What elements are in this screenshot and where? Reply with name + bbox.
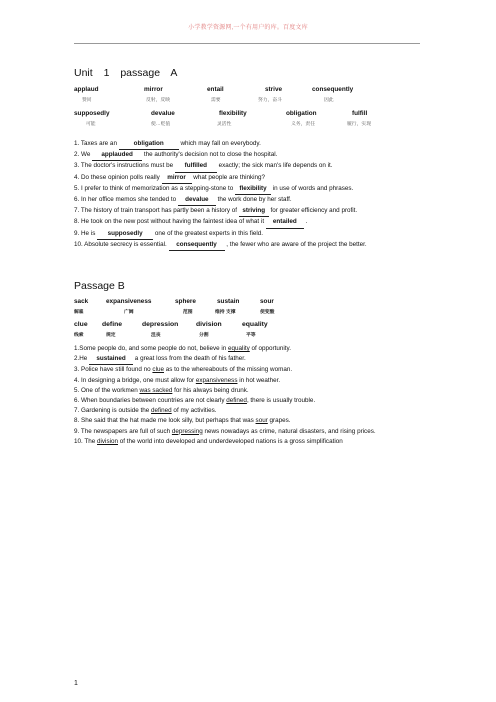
vocab-row-2 — [74, 110, 420, 117]
vocab-meaning: 赞同 — [82, 98, 92, 103]
passage-b-title: Passage B — [74, 280, 125, 293]
vocab-word: obligation — [286, 110, 317, 117]
vocab-word: expansiveness — [106, 298, 152, 306]
sentence: 2.He sustained a great loss from the death of his father. — [74, 354, 420, 365]
vocab-meaning: 可能 — [86, 122, 96, 127]
vocab-word: strive — [265, 86, 283, 93]
passage-a-sentences — [74, 139, 420, 251]
sentence: 5. One of the workmen was sacked for his always being drunk. — [74, 386, 249, 394]
sentence: 3. The doctor's instructions must be fulfilled exactly; the sick man's life depends on it. — [74, 161, 420, 172]
vocab-word: devalue — [151, 110, 175, 117]
vocab-word: supposedly — [74, 110, 110, 117]
passage-b-sentences — [74, 344, 420, 447]
vocab-word: division — [196, 321, 222, 329]
vocab-meaning: 范围 — [183, 310, 193, 316]
vocab-meaning: 平等 — [246, 333, 256, 339]
answer-underlined: defined — [151, 407, 172, 415]
sentence: 7. The history of train transport has partly been a history of striving for greater efficiency and profit. — [74, 206, 420, 217]
vocab-cn-row-1 — [74, 308, 420, 315]
sentence: 8. She said that the hat made me look silly, but perhaps that was sour grapes. — [74, 417, 291, 425]
vocab-meaning: 规定 — [106, 333, 116, 339]
vocab-meaning: 广阔 — [124, 310, 134, 316]
answer-blank: sustained — [89, 354, 133, 365]
vocab-word: mirror — [144, 86, 163, 93]
vocab-word: define — [102, 321, 123, 329]
answer-blank: flexibility — [235, 184, 271, 195]
vocab-meaning: 履行，实现 — [347, 122, 371, 127]
answer-underlined: expansiveness — [195, 376, 238, 384]
answer-underlined: equality — [228, 345, 250, 353]
sentence: 2. We applauded the authority's decision not to close the hospital. — [74, 150, 420, 161]
vocab-meaning: 反射，反映 — [146, 98, 170, 103]
vocab-meaning: 分割 — [199, 333, 209, 339]
vocab-meaning: 需要 — [211, 98, 221, 103]
answer-underlined: clue — [152, 366, 164, 374]
sentence: 6. In her office memos she tended to devalue the work done by her staff. — [74, 195, 420, 206]
vocab-meaning: 沮丧 — [151, 333, 161, 339]
vocab-word: sphere — [175, 298, 196, 306]
watermark-text: 小学教学资源网,一个有用户的库。百度文库 — [188, 25, 308, 31]
vocab-meaning: 使…贬值 — [151, 122, 171, 127]
answer-blank: obligation — [119, 139, 179, 150]
vocab-meaning: 努力，奋斗 — [258, 98, 282, 103]
page-number: 1 — [74, 680, 78, 687]
sentence: 7. Gardening is outside the defined of my activities. — [74, 407, 217, 415]
vocab-meaning: 解雇 — [74, 310, 84, 316]
vocab-meaning: 因此 — [324, 98, 334, 103]
vocab-row-1 — [74, 86, 420, 93]
sentence: 10. The division of the world into developed and underdeveloped nations is a gross simplification — [74, 437, 343, 445]
sentence: 4. Do these opinion polls really mirror what people are thinking? — [74, 173, 420, 184]
sentence: 1. Taxes are an obligation which may fall on everybody. — [74, 139, 420, 150]
vocab-word: sack — [74, 298, 89, 306]
vocab-word: consequently — [312, 86, 354, 93]
vocab-word: fulfill — [352, 110, 368, 117]
vocab-cn-row-2 — [74, 120, 420, 127]
answer-underlined: defined — [226, 397, 247, 405]
vocab-row-1 — [74, 298, 420, 305]
answer-blank: entailed — [266, 217, 304, 228]
answer-blank: striving — [239, 206, 269, 217]
vocab-word: sour — [260, 298, 274, 306]
sentence: 10. Absolute secrecy is essential. consequently , the fewer who are aware of the project the better. — [74, 240, 420, 251]
vocab-word: applaud — [74, 86, 99, 93]
answer-underlined: division — [97, 437, 118, 445]
answer-underlined: depressing — [171, 427, 203, 435]
sentence: 5. I prefer to think of memorization as a stepping-stone to flexibility in use of words and phrases. — [74, 184, 420, 195]
vocab-meaning: 义务，责任 — [291, 122, 315, 127]
sentence: 9. The newspapers are full of such depressing news nowadays as crime, natural disasters, and rising prices. — [74, 427, 376, 435]
answer-blank: applauded — [92, 150, 142, 161]
vocab-meaning: 线索 — [74, 333, 84, 339]
sentence: 4. In designing a bridge, one must allow for expansiveness in hot weather. — [74, 376, 281, 384]
vocab-cn-row-1 — [74, 96, 420, 103]
sentence: 1.Some people do, and some people do not, believe in equality of opportunity. — [74, 345, 291, 353]
passage-a-vocab — [74, 86, 420, 127]
answer-underlined: sour — [255, 417, 268, 425]
vocab-cn-row-2 — [74, 331, 420, 338]
vocab-meaning: 灵活性 — [217, 122, 232, 127]
header-rule — [74, 43, 420, 44]
answer-blank: devalue — [178, 195, 216, 206]
answer-blank: mirror — [162, 173, 192, 184]
unit-title: Unit 1 passage A — [74, 67, 178, 79]
answer-blank: fulfilled — [175, 161, 217, 172]
vocab-word: equality — [242, 321, 268, 329]
sentence: 6. When boundaries between countries are not clearly defined, there is usually trouble. — [74, 397, 316, 405]
sentence: 3. Police have still found no clue as to the whereabouts of the missing woman. — [74, 366, 293, 374]
passage-b-vocab — [74, 298, 420, 338]
sentence: 9. He is supposedly one of the greatest experts in this field. — [74, 229, 420, 240]
vocab-row-2 — [74, 321, 420, 328]
vocab-word: depression — [142, 321, 179, 329]
answer-blank: supposedly — [97, 229, 153, 240]
vocab-meaning: 使变酸 — [260, 310, 275, 316]
document-body — [74, 66, 420, 447]
vocab-meaning: 维持 支撑 — [215, 310, 236, 316]
vocab-word: entail — [207, 86, 224, 93]
answer-blank: consequently — [169, 240, 225, 251]
answer-underlined: was sacked — [139, 386, 173, 394]
vocab-word: clue — [74, 321, 88, 329]
sentence: 8. He took on the new post without having the faintest idea of what it entailed . — [74, 217, 420, 228]
vocab-word: flexibility — [219, 110, 247, 117]
vocab-word: sustain — [217, 298, 240, 306]
